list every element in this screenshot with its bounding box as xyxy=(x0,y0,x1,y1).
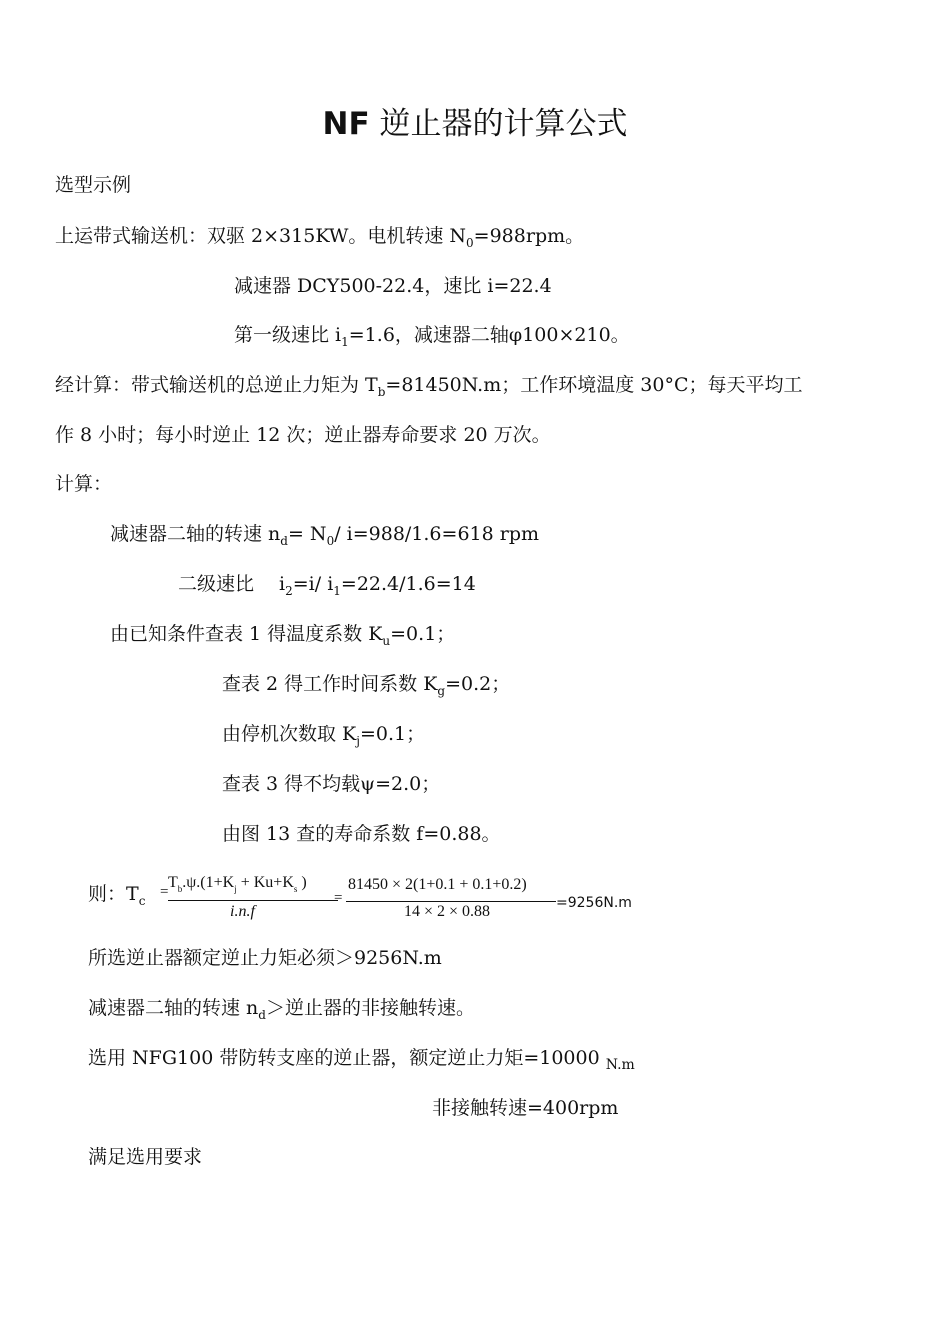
uneven-load-line: 查表 3 得不均载ψ=2.0； xyxy=(222,773,441,795)
conclusion-line: 满足选用要求 xyxy=(88,1146,203,1168)
calc-intro-line-1: 经计算：带式输送机的总逆止力矩为 $T_b=81450N.m$；工作环境温度 30°C；每天平均工 xyxy=(55,374,803,399)
section-example-heading: 选型示例 xyxy=(55,174,132,196)
work-time-coefficient-line: 查表 2 得工作时间系数 $K_g=0.2$； xyxy=(222,673,511,698)
formula-prefix: 则：$T_c$ xyxy=(88,883,146,908)
second-stage-ratio-line: 二级速比 $i_2=i/$ $i_1=22.4/1.6=14$ xyxy=(178,573,476,598)
calc-heading: 计算： xyxy=(55,473,113,495)
reducer-spec-line: 减速器 DCY500-22.4，速比 i=22.4 xyxy=(234,275,552,297)
page-title: NF 逆止器的计算公式 xyxy=(322,106,628,142)
formula-denominator-numeric: 14 × 2 × 0.88 xyxy=(404,903,491,920)
speed-requirement-line: 减速器二轴的转速 $n_d>$逆止器的非接触转速。 xyxy=(88,997,475,1022)
fraction-bar-2 xyxy=(346,901,556,902)
formula-denominator-symbolic: i.n.f xyxy=(230,903,255,920)
torque-requirement-line: 所选逆止器额定逆止力矩必须＞9256N.m xyxy=(88,947,442,969)
formula-numerator-symbolic: $T_b.\psi.(1+K_j + Ku+K_s$ ) xyxy=(168,874,307,894)
first-stage-ratio-line: 第一级速比 $i_1=1.6$，减速器二轴φ100×210。 xyxy=(234,324,630,349)
formula-symbolic-fraction xyxy=(160,870,338,926)
life-coefficient-line: 由图 13 查的寿命系数 f=0.88。 xyxy=(222,823,501,845)
shaft-speed-line: 减速器二轴的转速 $n_d= N_0/$ i=988/1.6=618 rpm xyxy=(110,523,540,548)
stop-count-coefficient-line: 由停机次数取 $K_j=0.1$； xyxy=(222,723,426,748)
noncontact-speed-line: 非接触转速=400rpm xyxy=(432,1097,619,1119)
conveyor-spec-line: 上运带式输送机：双驱 2×315KW。电机转速 $N_0=988rpm$。 xyxy=(55,225,585,250)
formula-equals-2: = xyxy=(334,890,343,906)
temperature-coefficient-line: 由已知条件查表 1 得温度系数 $K_u=0.1$； xyxy=(110,623,456,648)
formula-numeric-fraction xyxy=(334,870,556,926)
calc-intro-line-2: 作 8 小时；每小时逆止 12 次；逆止器寿命要求 20 万次。 xyxy=(55,424,551,446)
selection-line: 选用 NFG100 带防转支座的逆止器，额定逆止力矩=10000 $_{N.m}$ xyxy=(88,1047,635,1073)
formula-equals-1: = xyxy=(160,884,169,900)
fraction-bar-1 xyxy=(168,900,338,901)
formula-numerator-numeric: 81450 × 2(1+0.1 + 0.1+0.2) xyxy=(348,876,527,893)
formula-result: =9256N.m xyxy=(556,895,632,911)
